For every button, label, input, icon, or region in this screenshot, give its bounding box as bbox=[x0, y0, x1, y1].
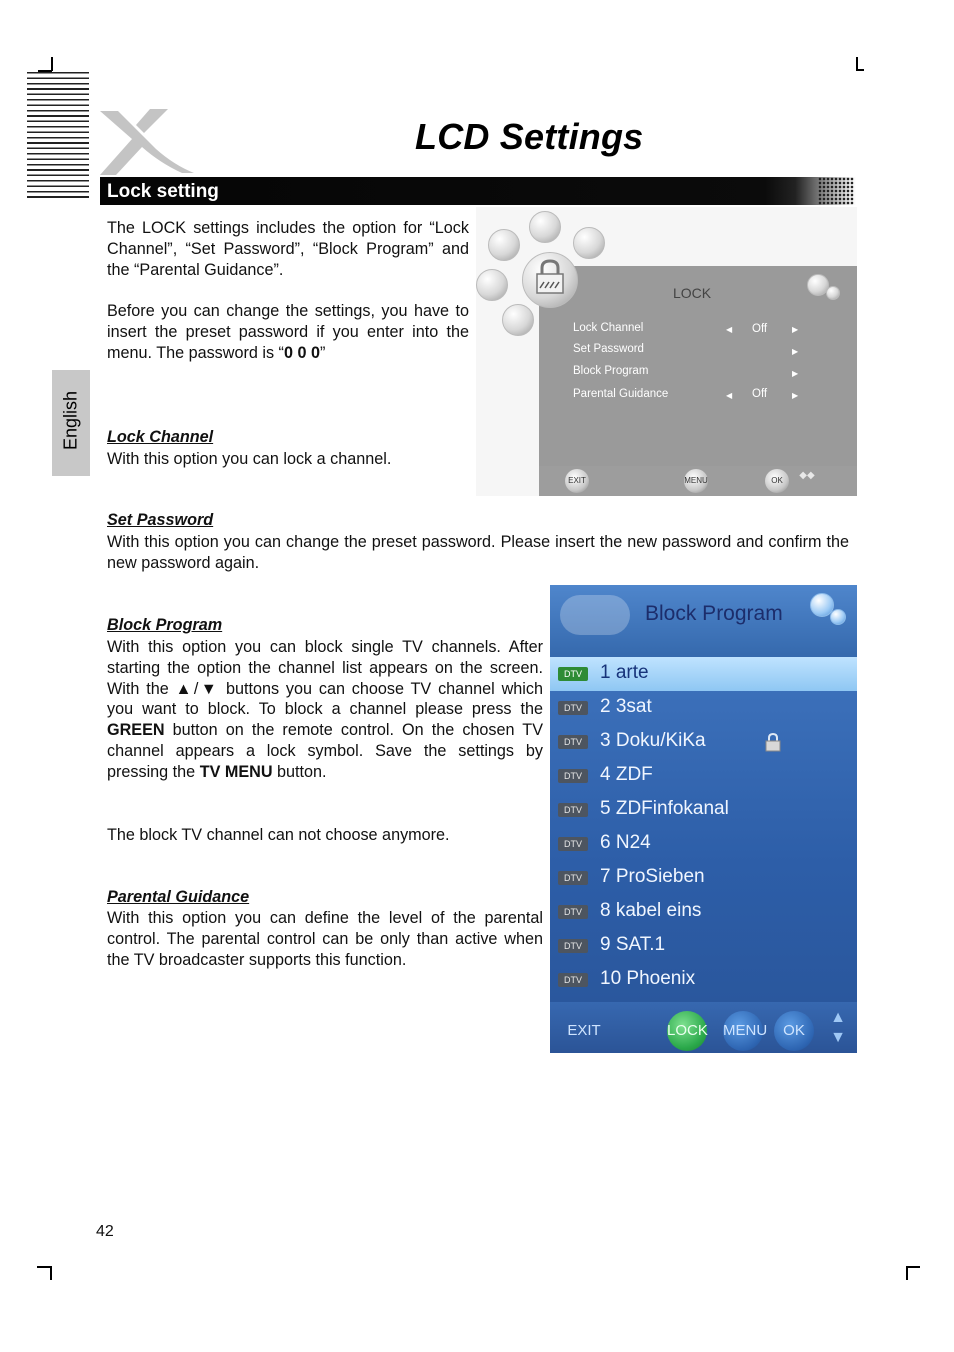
arte-logo-icon bbox=[560, 595, 630, 635]
block-program-note: The block TV channel can not choose anymore. bbox=[107, 826, 450, 844]
block-program-title: Block Program bbox=[645, 602, 783, 625]
menu-item-lock-channel[interactable]: Lock Channel bbox=[573, 322, 644, 334]
satellite-menu-icon bbox=[488, 229, 520, 261]
channel-row[interactable] bbox=[550, 691, 857, 725]
language-label: English bbox=[60, 390, 81, 451]
section-title: Lock setting bbox=[107, 181, 219, 202]
dtv-badge: DTV bbox=[558, 667, 588, 681]
padlock-icon bbox=[534, 258, 566, 296]
channel-row[interactable] bbox=[550, 929, 857, 963]
password-close: ” bbox=[319, 343, 326, 362]
lock-icon bbox=[764, 732, 782, 752]
dtv-badge: DTV bbox=[558, 837, 588, 851]
dtv-badge: DTV bbox=[558, 939, 588, 953]
ok-button[interactable]: OK bbox=[765, 469, 789, 493]
lock-channel-body: With this option you can lock a channel. bbox=[107, 450, 392, 468]
block-program-screenshot bbox=[550, 585, 857, 1053]
arrow-left-icon: ◀ bbox=[726, 325, 733, 334]
password-text: Before you can change the settings, you have to insert the preset password if you enter into the menu. The password is “ bbox=[107, 302, 469, 362]
language-tab bbox=[52, 370, 90, 476]
crop-mark-bottom-right bbox=[906, 1266, 908, 1280]
ok-button[interactable]: OK bbox=[774, 1011, 814, 1051]
channel-row[interactable] bbox=[550, 657, 857, 691]
dtv-badge: DTV bbox=[558, 701, 588, 715]
dtv-badge: DTV bbox=[558, 973, 588, 987]
exit-button[interactable]: EXIT bbox=[567, 1022, 601, 1039]
channel-name: 9 SAT.1 bbox=[600, 934, 666, 955]
bubbles-decoration-icon bbox=[826, 286, 840, 300]
lock-button[interactable]: LOCK bbox=[667, 1011, 707, 1051]
crop-mark-bottom-left bbox=[37, 1266, 51, 1268]
arrow-left-icon: ◀ bbox=[726, 391, 733, 400]
lock-menu-footer bbox=[539, 466, 857, 496]
channel-name: 2 3sat bbox=[600, 696, 652, 717]
channel-name: 1 arte bbox=[600, 662, 649, 683]
menu-item-block-program[interactable]: Block Program bbox=[573, 365, 649, 377]
crop-mark-bottom-left bbox=[50, 1266, 52, 1280]
channel-row[interactable] bbox=[550, 827, 857, 861]
lock-menu-title: LOCK bbox=[673, 285, 712, 301]
parental-guidance-body: With this option you can define the level of the parental control. The parental control can be only than active when the TV broadcaster supports this function. bbox=[107, 909, 543, 969]
clock-menu-icon bbox=[529, 211, 561, 243]
password-value: 0 0 0 bbox=[283, 343, 320, 362]
page-number: 42 bbox=[96, 1223, 114, 1240]
intro-paragraph: The LOCK settings includes the option for “Lock Channel”, “Set Password”, “Block Program” and the “Parental Guidance”. bbox=[107, 219, 469, 279]
menu-item-set-password[interactable]: Set Password bbox=[573, 343, 644, 355]
picture-menu-icon bbox=[502, 304, 534, 336]
channel-name: 6 N24 bbox=[600, 832, 651, 853]
channel-name: 5 ZDFinfokanal bbox=[600, 798, 729, 819]
channel-row[interactable] bbox=[550, 895, 857, 929]
menu-button[interactable]: MENU bbox=[723, 1011, 763, 1051]
block-program-text-1: With this option you can block single TV channels. After starting the option the channel list appears on the screen. With the ▲/▼ buttons you can choose TV channel which you want to block. To block a channel please press the bbox=[107, 638, 543, 719]
lock-menu-screenshot bbox=[476, 207, 857, 496]
channel-name: 4 ZDF bbox=[600, 764, 653, 785]
menu-button[interactable]: MENU bbox=[684, 469, 708, 493]
parental-guidance-heading: Parental Guidance bbox=[107, 888, 250, 906]
parental-guidance-value: Off bbox=[752, 388, 768, 400]
set-password-heading: Set Password bbox=[107, 511, 214, 529]
channel-name: 7 ProSieben bbox=[600, 866, 705, 887]
channel-name: 3 Doku/KiKa bbox=[600, 730, 706, 751]
dpad-icon: ◆◆ bbox=[799, 470, 815, 481]
arrow-right-icon: ▶ bbox=[792, 325, 799, 334]
channel-row[interactable] bbox=[550, 793, 857, 827]
arrow-right-icon: ▶ bbox=[792, 347, 799, 356]
green-label: GREEN bbox=[107, 721, 165, 740]
lock-menu-panel bbox=[539, 266, 857, 466]
dtv-badge: DTV bbox=[558, 905, 588, 919]
channel-row[interactable] bbox=[550, 963, 857, 997]
arrow-right-icon: ▶ bbox=[792, 391, 799, 400]
halftone-decoration bbox=[818, 177, 854, 205]
exit-button[interactable]: EXIT bbox=[565, 469, 589, 493]
dtv-badge: DTV bbox=[558, 803, 588, 817]
camera-menu-icon bbox=[476, 269, 508, 301]
up-down-arrows-icon: ▲ ▼ bbox=[830, 1009, 846, 1046]
arrow-right-icon: ▶ bbox=[792, 369, 799, 378]
channel-list bbox=[550, 657, 857, 1002]
dtv-badge: DTV bbox=[558, 735, 588, 749]
lock-channel-heading: Lock Channel bbox=[107, 428, 214, 446]
bubbles-decoration-icon bbox=[830, 609, 846, 625]
channel-row[interactable] bbox=[550, 725, 857, 759]
page-title: LCD Settings bbox=[415, 116, 644, 157]
channel-name: 10 Phoenix bbox=[600, 968, 696, 989]
channel-row[interactable] bbox=[550, 861, 857, 895]
crop-mark-bottom-right bbox=[906, 1266, 920, 1268]
block-program-text-3: button. bbox=[272, 762, 327, 781]
dtv-badge: DTV bbox=[558, 871, 588, 885]
crop-mark-top-right bbox=[856, 69, 864, 71]
menu-item-parental-guidance[interactable]: Parental Guidance bbox=[573, 388, 669, 400]
dtv-badge: DTV bbox=[558, 769, 588, 783]
block-program-header bbox=[550, 585, 857, 657]
password-paragraph bbox=[107, 301, 469, 363]
channel-row[interactable] bbox=[550, 759, 857, 793]
block-program-text-2: button on the remote control. On the chosen TV channel appears a lock symbol. Save the settings by pressing the bbox=[107, 721, 543, 781]
channel-name: 8 kabel eins bbox=[600, 900, 702, 921]
block-program-footer bbox=[550, 1002, 857, 1053]
tools-menu-icon bbox=[573, 227, 605, 259]
section-header bbox=[100, 177, 856, 205]
x-logo-icon bbox=[96, 105, 196, 177]
tv-menu-label: TV MENU bbox=[199, 762, 273, 781]
set-password-body: With this option you can change the preset password. Please insert the new password and confirm the new password again. bbox=[107, 533, 849, 572]
block-program-heading: Block Program bbox=[107, 616, 223, 634]
logo-stripes bbox=[27, 72, 89, 200]
crop-mark-top-left bbox=[51, 57, 53, 71]
lock-channel-value: Off bbox=[752, 323, 768, 335]
block-program-body bbox=[107, 637, 543, 783]
